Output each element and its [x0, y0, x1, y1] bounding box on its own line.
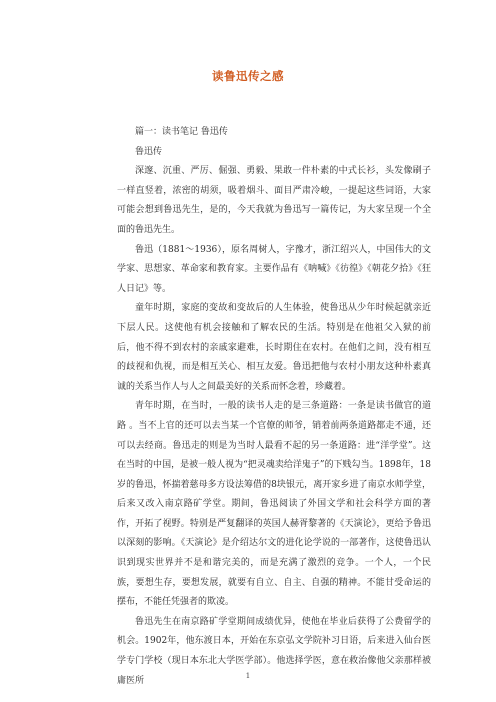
- section-heading: 篇一：读书笔记 鲁迅传: [135, 127, 228, 137]
- paragraph-intro: 深邃、沉重、严厉、倔强、勇毅、果敢一件朴素的中式长衫，头发像刷子一样直竖着，浓密的胡须，吸着烟斗、面目严肃冷峻，一提起这些词语，大家可能会想到鲁迅先生，是的，今天我就为鲁迅写一篇传记，为大家呈现一个全面的鲁迅先生。: [117, 166, 431, 235]
- subheading: 鲁迅传: [135, 146, 163, 157]
- paragraph-biography: 鲁迅（1881～1936），原名周树人，字豫才，浙江绍兴人，中国伟大的文学家、思想家、革命家和教育家。主要作品有《呐喊》《彷徨》《朝花夕拾》《狂人日记》等。: [117, 244, 431, 294]
- paragraph-childhood: 童年时期，家庭的变故和变故后的人生体验，使鲁迅从少年时候起就亲近下层人民。这使他有机会接触和了解农民的生活。特别是在他祖父入狱的前后，他不得不到农村的亲戚家避难，长时期住在农村。在他们之间，没有相互的歧视和仇视，而是相互关心、相互友爱。鲁迅把他与农村小朋友这种朴素真诚的关系当作人与人之间最美好的关系而怀念着，珍藏着。: [117, 303, 431, 392]
- paragraph-study-abroad: 鲁迅先生在南京路矿学堂期间成绩优异，使他在毕业后获得了公费留学的机会。1902年，他东渡日本，开始在东京弘文学院补习日语，后来进入仙台医学专门学校（现日本东北大学医学部）。他选择学医，意在救治像他父亲那样被庸医所: [117, 616, 431, 686]
- document-body: [117, 123, 431, 691]
- page-number: 1: [245, 672, 251, 680]
- paragraph-youth: 青年时期，在当时，一般的读书人走的是三条道路：一条是读书做官的道路 。当不上官的还可以去当某一个官僚的师爷，销着前两条道路都走不通，还可以去经商。鲁迅走的则是为当时人最看不起的另一条道路：进“洋学堂”。这在当时的中国，是被一般人视为“把灵魂卖给洋鬼子”的下贱勾当。1898年，18岁的鲁迅，怀揣着慈母多方设法筹借的8块银元，离开家乡进了南京水师学堂，后来又改入南京路矿学堂。期间，鲁迅阅读了外国文学和社会科学方面的著作，开拓了视野。特别是严复翻译的英国人赫胥黎著的《天演论》，更给予鲁迅以深刻的影响。《天演论》是介绍达尔文的进化论学说的一部著作，这使鲁迅认识到现实世界并不是和谐完美的，而是充满了激烈的竞争。一个人，一个民族，要想生存，要想发展，就要有自立、自主、自强的精神。不能甘受命运的摆布，不能任凭强者的欺凌。: [117, 401, 431, 608]
- document-title: 读鲁迅传之感: [212, 69, 284, 83]
